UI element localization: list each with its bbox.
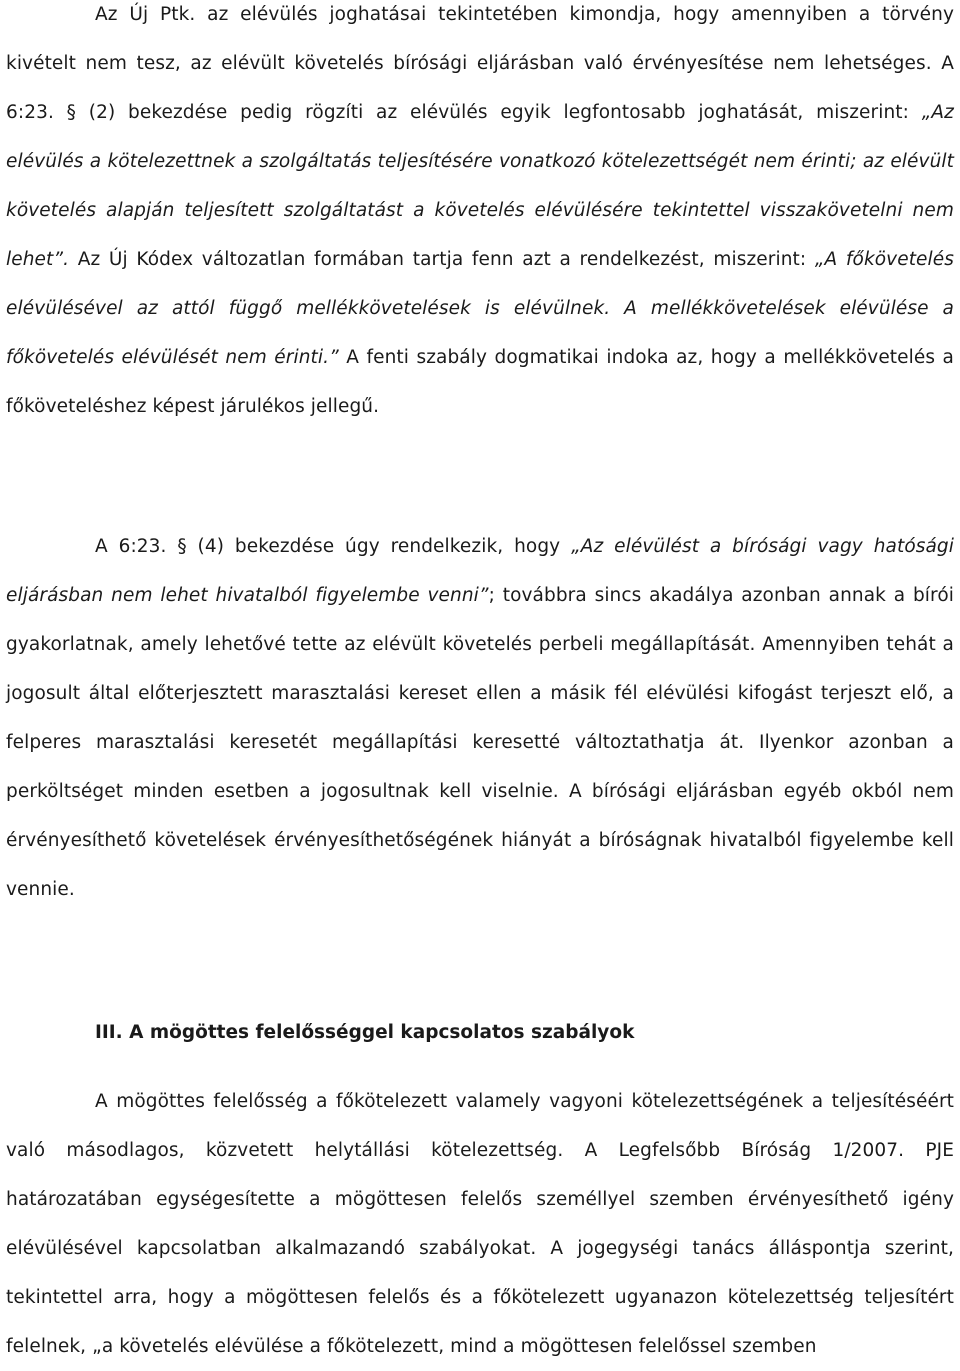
paragraph-2-quote: „Az elévülést a bírósági vagy hatósági eljárásban nem lehet hivatalból figyelembe venni” xyxy=(6,536,954,606)
section-heading: III. A mögöttes felelősséggel kapcsolatos szabályok xyxy=(95,1022,635,1043)
paragraph-1-text-a: Az Új Ptk. az elévülés joghatásai tekintetében kimondja, hogy amennyiben a törvény kivételt nem tesz, az elévült követelés bírósági eljárásban való érvényesítése nem lehetséges. A 6:23. § (2) bekezdése pedig rögzíti az elévülés egyik legfontosabb joghatását, miszerint: xyxy=(6,4,954,123)
paragraph-2-text-b: ; továbbra sincs akadálya azonban annak a bírói gyakorlatnak, amely lehetővé tette az elévült követelés perbeli megállapítását. Amennyiben tehát a jogosult által előterjesztett marasztalási kereset ellen a másik fél elévülési kifogást terjeszt elő, a felperes marasztalási keresetét megállapítási keresetté változtathatja át. Ilyenkor azonban a perköltséget minden esetben a jogosultnak kell viselnie. A bírósági eljárásban egyéb okból nem érvényesíthető követelések érvényesíthetőségének hiányát a bíróságnak hivatalból figyelembe kell vennie. xyxy=(6,585,955,900)
paragraph-secondary-liability: A mögöttes felelősség a főkötelezett valamely vagyoni kötelezettségének a teljesítéséért való másodlagos, közvetett helytállási kötelezettség. A Legfelsőbb Bíróság 1/2007. PJE határozatában egységesítette a mögöttesen felelős személlyel szemben érvényesíthető igény elévülésével kapcsolatban alkalmazandó szabályokat. A jogegységi tanács álláspontja szerint, tekintettel arra, hogy a mögöttesen felelős és a főkötelezett ugyanazon kötelezettség teljesítért felelnek, „a követelés elévülése a főkötelezett, mind a mögöttesen felelőssel szemben xyxy=(6,1091,954,1357)
paragraph-1-quote-a: „Az elévülés a kötelezettnek a szolgáltatás teljesítésére vonatkozó kötelezettségét nem érinti; az elévült követelés alapján teljesített szolgáltatást a követelés elévülésére tekintettel visszakövetelni nem lehet”. xyxy=(6,102,954,270)
paragraph-1-text-b: Az Új Kódex változatlan formában tartja fenn azt a rendelkezést, miszerint: xyxy=(69,249,815,270)
paragraph-1-quote-b: „A főkövetelés elévülésével az attól függő mellékkövetelések is elévülnek. A mellékkövetelések elévülése a főkövetelés elévülését nem érinti.” xyxy=(6,249,955,368)
paragraph-2-text-a: A 6:23. § (4) bekezdése úgy rendelkezik, hogy xyxy=(95,536,572,557)
paragraph-1-text-c: A fenti szabály dogmatikai indoka az, hogy a mellékkövetelés a főköveteléshez képest járulékos jellegű. xyxy=(6,347,954,417)
paragraph-limitation-effects xyxy=(6,0,954,431)
paragraph-ex-officio xyxy=(6,522,954,914)
